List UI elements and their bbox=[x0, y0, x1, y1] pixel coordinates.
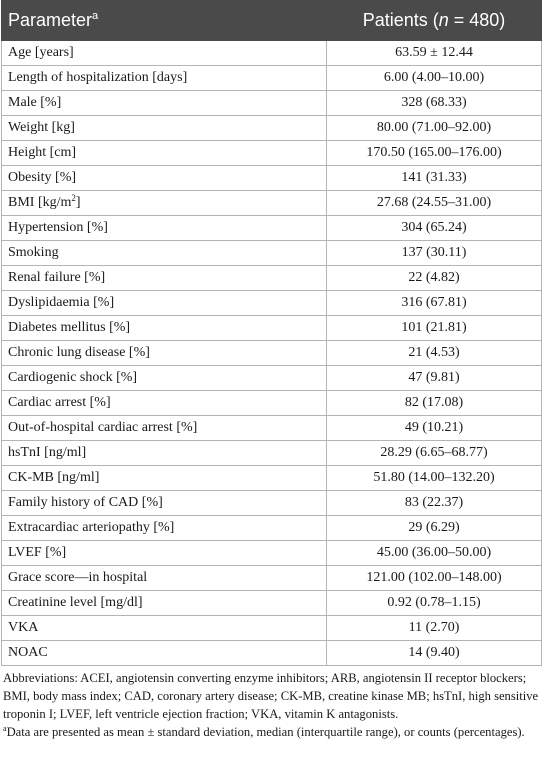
parameter-cell bbox=[2, 241, 327, 266]
abbreviations-note: Abbreviations: ACEI, angiotensin converting enzyme inhibitors; ARB, angiotensin II receptor blockers; BMI, body mass index; CAD, coronary artery disease; CK-MB, creatine kinase MB; hsTnI, high sensitive troponin I; LVEF, left ventricle ejection fraction; VKA, vitamin K antagonists. bbox=[3, 671, 539, 721]
table-row bbox=[2, 241, 542, 266]
parameter-label: Hypertension [%] bbox=[8, 220, 108, 235]
parameter-cell bbox=[2, 341, 327, 366]
table-row bbox=[2, 191, 542, 216]
parameter-cell bbox=[2, 91, 327, 116]
table-row bbox=[2, 566, 542, 591]
table-row bbox=[2, 541, 542, 566]
value-cell: 45.00 (36.00–50.00) bbox=[327, 541, 542, 566]
table-row bbox=[2, 166, 542, 191]
parameter-label: Male [%] bbox=[8, 95, 62, 110]
parameter-label-suffix: ] bbox=[75, 195, 81, 210]
patients-header-label: Patients (n = 480) bbox=[362, 10, 506, 30]
table-row bbox=[2, 216, 542, 241]
parameter-cell bbox=[2, 491, 327, 516]
table-row bbox=[2, 341, 542, 366]
sample-size-symbol: n bbox=[438, 10, 449, 30]
table-row bbox=[2, 366, 542, 391]
parameter-label: Chronic lung disease [%] bbox=[8, 345, 150, 360]
parameter-label: Renal failure [%] bbox=[8, 270, 106, 285]
table-row bbox=[2, 41, 542, 66]
parameter-column-header bbox=[2, 1, 327, 41]
parameter-cell bbox=[2, 316, 327, 341]
parameter-label: Smoking bbox=[8, 245, 59, 260]
table-row bbox=[2, 391, 542, 416]
table-row bbox=[2, 141, 542, 166]
parameter-cell bbox=[2, 641, 327, 666]
parameter-label: Grace score—in hospital bbox=[8, 570, 148, 585]
parameter-cell bbox=[2, 616, 327, 641]
table-body bbox=[2, 41, 542, 666]
parameter-label: Obesity [%] bbox=[8, 170, 77, 185]
parameter-cell bbox=[2, 66, 327, 91]
parameter-label: Cardiogenic shock [%] bbox=[8, 370, 138, 385]
table-row bbox=[2, 591, 542, 616]
parameter-label: Age [years] bbox=[8, 45, 74, 60]
table-row bbox=[2, 616, 542, 641]
value-cell: 6.00 (4.00–10.00) bbox=[327, 66, 542, 91]
table-row bbox=[2, 441, 542, 466]
parameter-cell bbox=[2, 441, 327, 466]
parameter-label: Height [cm] bbox=[8, 145, 77, 160]
parameter-cell bbox=[2, 216, 327, 241]
parameter-label: Family history of CAD [%] bbox=[8, 495, 163, 510]
value-cell: 11 (2.70) bbox=[327, 616, 542, 641]
parameter-cell bbox=[2, 416, 327, 441]
footnote-marker: a bbox=[3, 724, 7, 733]
parameter-label: BMI [kg/m bbox=[8, 195, 72, 210]
parameter-label: CK-MB [ng/ml] bbox=[8, 470, 100, 485]
table-row bbox=[2, 66, 542, 91]
parameter-label: NOAC bbox=[8, 645, 48, 660]
parameter-label: Weight [kg] bbox=[8, 120, 75, 135]
value-cell: 14 (9.40) bbox=[327, 641, 542, 666]
parameter-label: VKA bbox=[8, 620, 39, 635]
parameter-label: Dyslipidaemia [%] bbox=[8, 295, 115, 310]
value-cell: 49 (10.21) bbox=[327, 416, 542, 441]
parameter-cell bbox=[2, 141, 327, 166]
parameter-cell bbox=[2, 41, 327, 66]
value-cell: 22 (4.82) bbox=[327, 266, 542, 291]
parameter-label: Creatinine level [mg/dl] bbox=[8, 595, 143, 610]
table-row bbox=[2, 116, 542, 141]
value-cell: 304 (65.24) bbox=[327, 216, 542, 241]
value-cell: 170.50 (165.00–176.00) bbox=[327, 141, 542, 166]
parameter-label: LVEF [%] bbox=[8, 545, 67, 560]
parameter-cell bbox=[2, 366, 327, 391]
table-row bbox=[2, 516, 542, 541]
value-cell: 141 (31.33) bbox=[327, 166, 542, 191]
parameter-cell bbox=[2, 566, 327, 591]
value-cell: 27.68 (24.55–31.00) bbox=[327, 191, 542, 216]
table-row bbox=[2, 316, 542, 341]
table-row bbox=[2, 266, 542, 291]
table-row bbox=[2, 466, 542, 491]
table-row bbox=[2, 491, 542, 516]
value-cell: 80.00 (71.00–92.00) bbox=[327, 116, 542, 141]
value-cell: 21 (4.53) bbox=[327, 341, 542, 366]
value-cell: 63.59 ± 12.44 bbox=[327, 41, 542, 66]
data-presentation-text: Data are presented as mean ± standard deviation, median (interquartile range), or counts (percentages). bbox=[6, 725, 525, 739]
value-cell: 101 (21.81) bbox=[327, 316, 542, 341]
patients-column-header bbox=[327, 1, 542, 41]
parameter-cell bbox=[2, 116, 327, 141]
parameter-label: hsTnI [ng/ml] bbox=[8, 445, 87, 460]
value-cell: 316 (67.81) bbox=[327, 291, 542, 316]
patient-characteristics-table bbox=[1, 0, 542, 666]
parameter-superscript: 2 bbox=[71, 193, 76, 203]
parameter-cell bbox=[2, 166, 327, 191]
value-cell: 137 (30.11) bbox=[327, 241, 542, 266]
table-row bbox=[2, 91, 542, 116]
parameter-label: Extracardiac arteriopathy [%] bbox=[8, 520, 175, 535]
value-cell: 29 (6.29) bbox=[327, 516, 542, 541]
parameter-label: Out-of-hospital cardiac arrest [%] bbox=[8, 420, 198, 435]
value-cell: 0.92 (0.78–1.15) bbox=[327, 591, 542, 616]
parameter-cell bbox=[2, 391, 327, 416]
value-cell: 121.00 (102.00–148.00) bbox=[327, 566, 542, 591]
header-row bbox=[2, 1, 542, 41]
value-cell: 28.29 (6.65–68.77) bbox=[327, 441, 542, 466]
value-cell: 47 (9.81) bbox=[327, 366, 542, 391]
parameter-cell bbox=[2, 191, 327, 216]
parameter-label: Length of hospitalization [days] bbox=[8, 70, 188, 85]
table-row bbox=[2, 416, 542, 441]
parameter-header-footnote-marker: a bbox=[92, 10, 99, 22]
parameter-cell bbox=[2, 291, 327, 316]
table-row bbox=[2, 641, 542, 666]
parameter-cell bbox=[2, 466, 327, 491]
value-cell: 82 (17.08) bbox=[327, 391, 542, 416]
parameter-label: Diabetes mellitus [%] bbox=[8, 320, 131, 335]
table-header bbox=[2, 1, 542, 41]
data-presentation-note bbox=[3, 723, 540, 741]
value-cell: 328 (68.33) bbox=[327, 91, 542, 116]
table-footnotes bbox=[3, 669, 540, 741]
table-row bbox=[2, 291, 542, 316]
parameter-header-label: Parameter bbox=[8, 10, 93, 30]
value-cell: 83 (22.37) bbox=[327, 491, 542, 516]
value-cell: 51.80 (14.00–132.20) bbox=[327, 466, 542, 491]
parameter-cell bbox=[2, 266, 327, 291]
parameter-cell bbox=[2, 516, 327, 541]
parameter-cell bbox=[2, 541, 327, 566]
parameter-cell bbox=[2, 591, 327, 616]
parameter-label: Cardiac arrest [%] bbox=[8, 395, 111, 410]
